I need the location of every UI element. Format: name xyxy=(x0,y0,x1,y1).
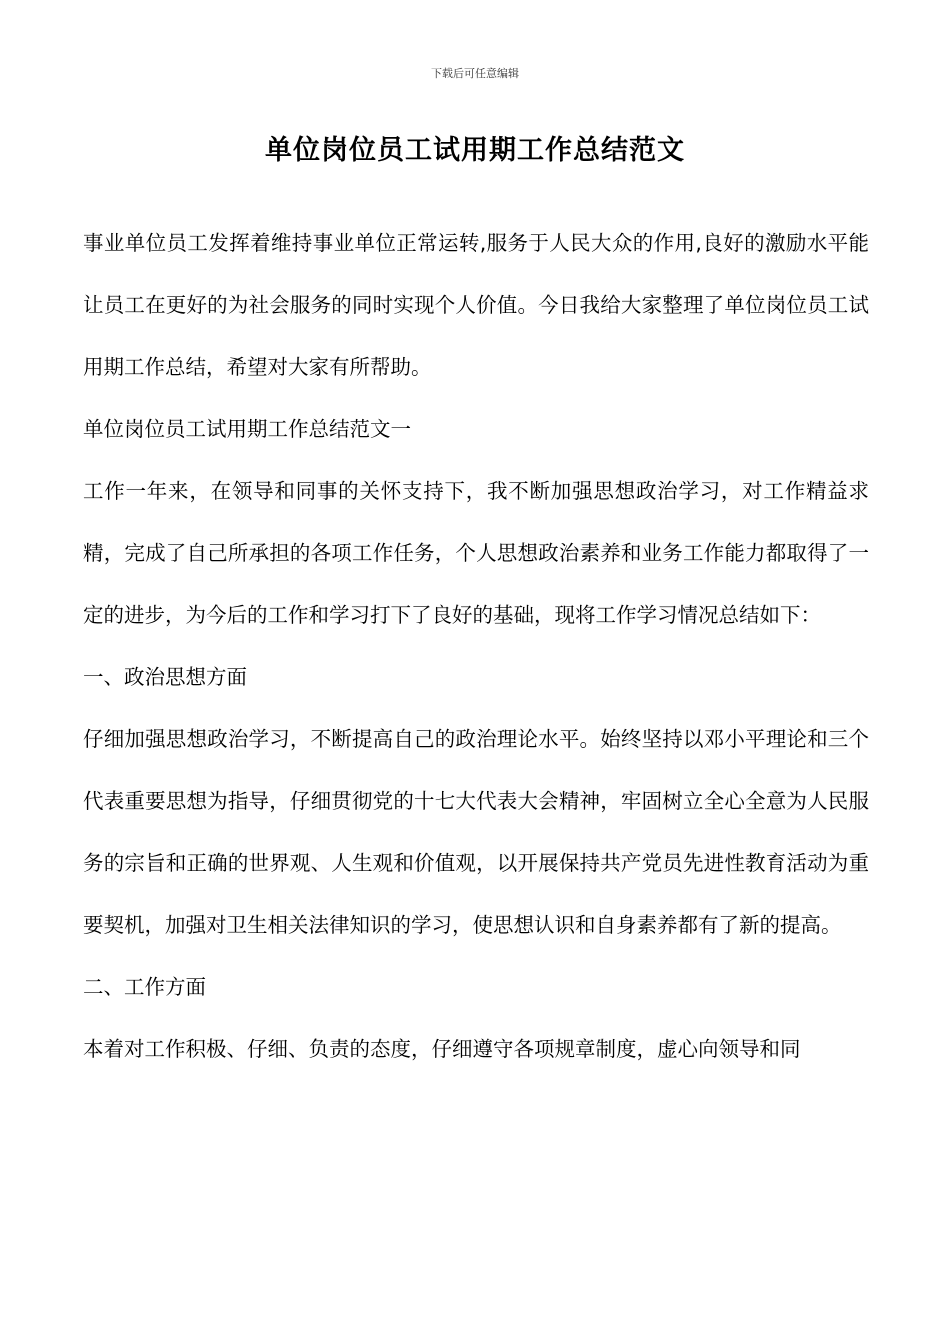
paragraph-political-thought: 仔细加强思想政治学习，不断提高自己的政治理论水平。始终坚持以邓小平理论和三个代表重要思想为指导，仔细贯彻党的十七大代表大会精神，牢固树立全心全意为人民服务的宗旨和正确的世界观、人生观和价值观，以开展保持共产党员先进性教育活动为重要契机，加强对卫生相关法律知识的学习，使思想认识和自身素养都有了新的提高。 xyxy=(83,727,869,937)
heading-political-thought: 一、政治思想方面 xyxy=(83,665,247,689)
paragraph-work: 本着对工作积极、仔细、负责的态度，仔细遵守各项规章制度，虚心向领导和同 xyxy=(83,1037,801,1061)
intro-paragraph: 事业单位员工发挥着维持事业单位正常运转,服务于人民大众的作用,良好的激励水平能让员工在更好的为社会服务的同时实现个人价值。今日我给大家整理了单位岗位员工试用期工作总结，希望对大家有所帮助。 xyxy=(83,231,869,379)
document-title: 单位岗位员工试用期工作总结范文 xyxy=(265,135,685,166)
paragraph-summary: 工作一年来，在领导和同事的关怀支持下，我不断加强思想政治学习，对工作精益求精，完成了自己所承担的各项工作任务，个人思想政治素养和业务工作能力都取得了一定的进步，为今后的工作和学习打下了良好的基础，现将工作学习情况总结如下： xyxy=(83,479,869,627)
section-title: 单位岗位员工试用期工作总结范文一 xyxy=(83,417,411,441)
heading-work: 二、工作方面 xyxy=(83,975,206,999)
header-note: 下载后可任意编辑 xyxy=(431,67,519,80)
document-body xyxy=(83,212,869,1080)
